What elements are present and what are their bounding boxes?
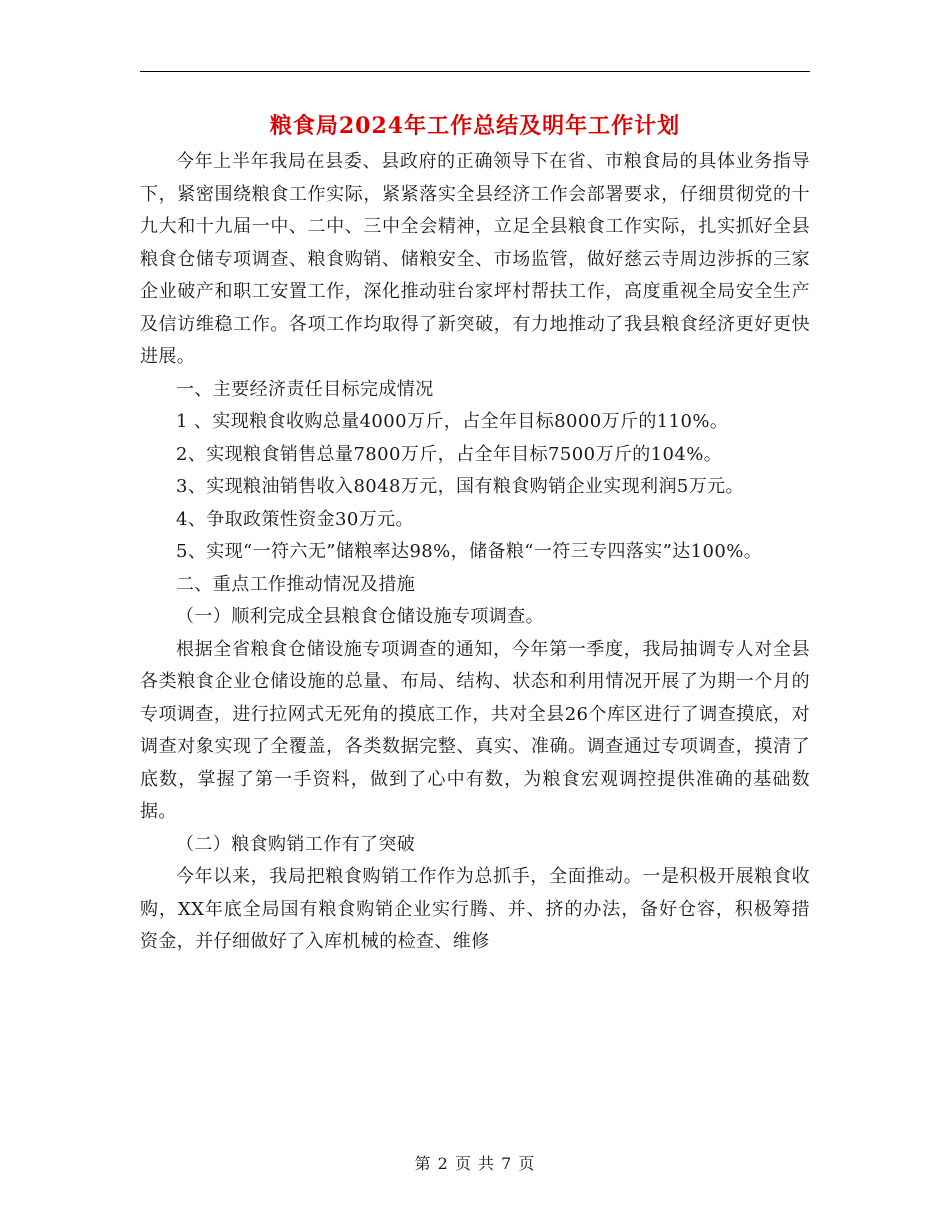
list-item-4: 4、争取政策性资金30万元。 (176, 508, 414, 530)
document-title: 粮食局2024年工作总结及明年工作计划 (269, 113, 681, 139)
paragraph-intro: 今年上半年我局在县委、县政府的正确领导下在省、市粮食局的具体业务指导下，紧密围绕粮食工作实际，紧紧落实全县经济工作会部署要求，仔细贯彻党的十九大和十九届一中、二中、三中全会精神，立足全县粮食工作实际，扎实抓好全县粮食仓储专项调查、粮食购销、储粮安全、市场监管，做好慈云寺周边涉拆的三家企业破产和职工安置工作，深化推动驻台家坪村帮扶工作，高度重视全局安全生产及信访维稳工作。各项工作均取得了新突破，有力地推动了我县粮食经济更好更快进展。 (140, 151, 810, 367)
list-item-5: 5、实现“一符六无”储粮率达98%，储备粮“一符三专四落实”达100%。 (176, 541, 763, 562)
page-number: 第 2 页 共 7 页 (414, 1154, 536, 1173)
header-rule (140, 71, 810, 72)
paragraph-survey: 根据全省粮食仓储设施专项调查的通知，今年第一季度，我局抽调专人对全县各类粮食企业仓储设施的总量、布局、结构、状态和利用情况开展了为期一个月的专项调查，进行拉网式无死角的摸底工作，共对全县26个库区进行了调查摸底，对调查对象实现了全覆盖，各类数据完整、真实、准确。调查通过专项调查，摸清了底数，掌握了第一手资料，做到了心中有数，为粮食宏观调控提供准确的基础数据。 (140, 638, 810, 822)
subsection-heading-2: （二）粮食购销工作有了突破 (176, 833, 416, 855)
list-item-3: 3、实现粮油销售收入8048万元，国有粮食购销企业实现利润5万元。 (176, 476, 744, 497)
paragraph-purchase: 今年以来，我局把粮食购销工作作为总抓手，全面推动。一是积极开展粮食收购，XX年底全局国有粮食购销企业实行腾、并、挤的办法，备好仓容，积极筹措资金，并仔细做好了入库机械的检查、维修 (140, 866, 810, 952)
section-heading-1: 一、主要经济责任目标完成情况 (176, 378, 434, 400)
list-item-1: 1 、实现粮食收购总量4000万斤，占全年目标8000万斤的110%。 (176, 411, 729, 432)
list-item-2: 2、实现粮食销售总量7800万斤，占全年目标7500万斤的104%。 (176, 443, 723, 465)
document-body (140, 146, 810, 959)
subsection-heading-1: （一）顺利完成全县粮食仓储设施专项调查。 (176, 606, 544, 627)
section-heading-2: 二、重点工作推动情况及措施 (176, 573, 416, 595)
